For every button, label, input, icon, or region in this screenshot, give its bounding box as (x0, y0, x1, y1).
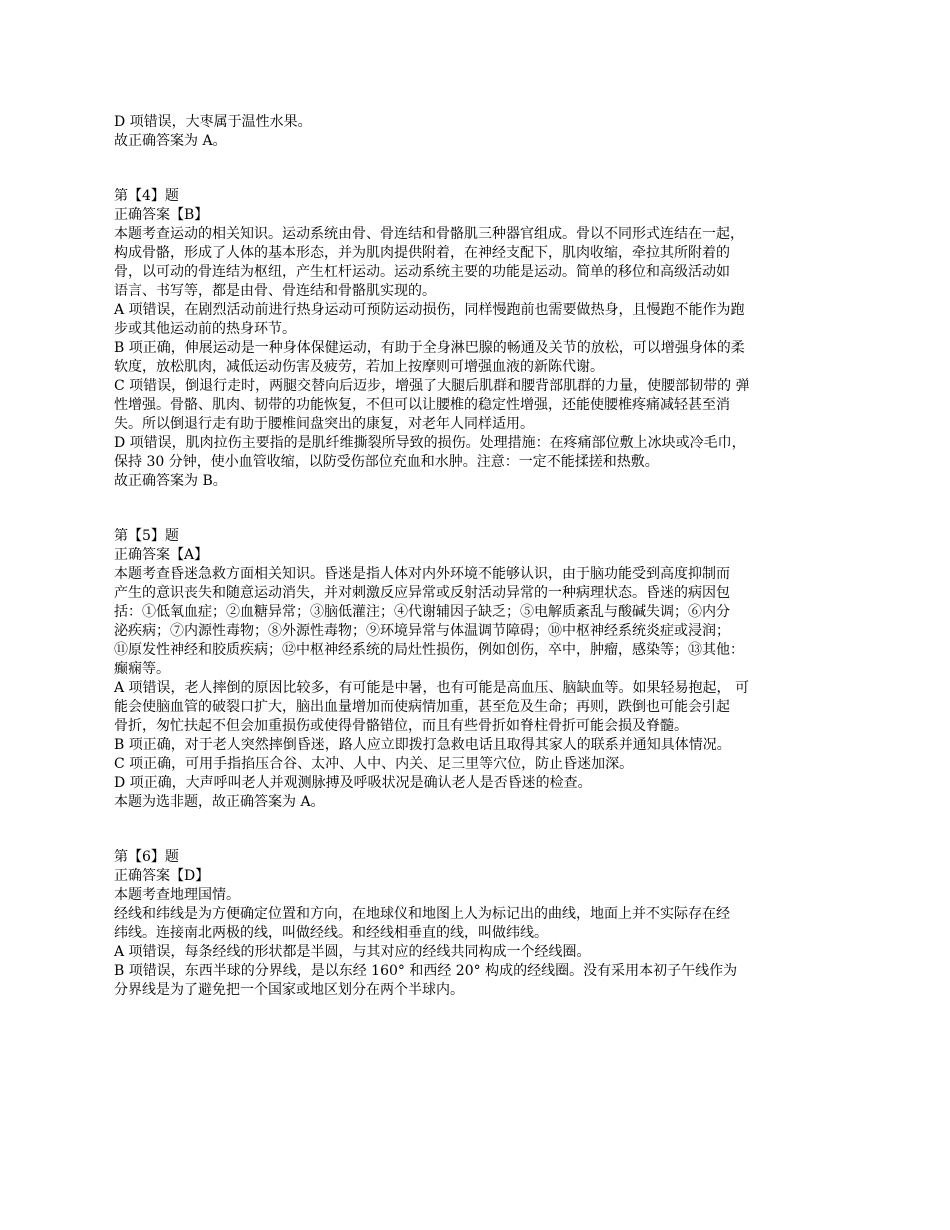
text-line: A 项错误，老人摔倒的原因比较多，有可能是中暑，也有可能是高血压、脑缺血等。如果轻易抱起， 可 (114, 680, 750, 696)
text-line: B 项正确，伸展运动是一种身体保健运动，有助于全身淋巴腺的畅通及关节的放松，可以增强身体的柔 (114, 340, 745, 356)
text-line: A 项错误，在剧烈活动前进行热身运动可预防运动损伤，同样慢跑前也需要做热身，且慢跑不能作为跑 (114, 302, 745, 318)
text-line: 泌疾病；⑦内源性毒物；⑧外源性毒物；⑨环境异常与体温调节障碍；⑩中枢神经系统炎症或浸润； (114, 623, 730, 639)
question-title: 第【5】题 (114, 528, 179, 544)
text-line: 构成骨骼，形成了人体的基本形态，并为肌肉提供附着，在神经支配下，肌肉收缩，牵拉其所附着的 (114, 245, 730, 261)
question-title: 第【4】题 (114, 188, 179, 204)
text-line: D 项错误，肌肉拉伤主要指的是肌纤维撕裂所导致的损伤。处理措施：在疼痛部位敷上冰块或冷毛巾， (114, 435, 746, 451)
text-line: C 项正确，可用手指掐压合谷、太冲、人中、内关、足三里等穴位，防止昏迷加深。 (114, 756, 634, 772)
text-line: 步或其他运动前的热身环节。 (114, 321, 296, 337)
text-line: 软度，放松肌肉，减低运动伤害及疲劳，若加上按摩则可增强血液的新陈代谢。 (114, 359, 604, 375)
question-6-section (114, 848, 839, 1000)
text-line: 本题考查运动的相关知识。运动系统由骨、骨连结和骨骼肌三种器官组成。骨以不同形式连结在一起， (114, 226, 744, 242)
text-line: 分界线是为了避免把一个国家或地区划分在两个半球内。 (114, 982, 464, 998)
text-line: 经线和纬线是为方便确定位置和方向，在地球仪和地图上人为标记出的曲线，地面上并不实际存在经 (114, 906, 730, 922)
text-line: 产生的意识丧失和随意运动消失，并对刺激反应异常或反射活动异常的一种病理状态。昏迷的病因包 (114, 585, 730, 601)
correct-answer: 正确答案【D】 (114, 868, 210, 884)
text-line: D 项正确，大声呼叫老人并观测脉搏及呼吸状况是确认老人是否昏迷的检查。 (114, 775, 592, 791)
text-line: 纬线。连接南北两极的线，叫做经线。和经线相垂直的线，叫做纬线。 (114, 925, 548, 941)
correct-answer: 正确答案【B】 (114, 207, 209, 223)
intro-section (114, 113, 839, 151)
answer-summary: 故正确答案为 A。 (114, 133, 227, 149)
answer-summary: 本题为选非题，故正确答案为 A。 (114, 794, 325, 810)
text-line: 括：①低氧血症；②血糖异常；③脑低灌注；④代谢辅因子缺乏；⑤电解质紊乱与酸碱失调；⑥内分 (114, 604, 730, 620)
answer-summary: 故正确答案为 B。 (114, 473, 227, 489)
text-line: 本题考查地理国情。 (114, 887, 240, 903)
text-line: D 项错误，大枣属于温性水果。 (114, 114, 312, 130)
question-title: 第【6】题 (114, 849, 179, 865)
text-line: 骨，以可动的骨连结为枢纽，产生杠杆运动。运动系统主要的功能是运动。简单的移位和高级活动如 (114, 264, 730, 280)
question-4-section (114, 187, 839, 491)
correct-answer: 正确答案【A】 (114, 547, 209, 563)
text-line: ⑪原发性神经和胶质疾病；⑫中枢神经系统的局灶性损伤，例如创伤，卒中，肿瘤，感染等；⑬其他： (114, 642, 744, 658)
text-line: 语言、书写等，都是由骨、骨连结和骨骼肌实现的。 (114, 283, 436, 299)
text-line: 骨折，匆忙扶起不但会加重损伤或使得骨骼错位，而且有些骨折如脊柱骨折可能会损及脊髓。 (114, 718, 688, 734)
text-line: B 项正确，对于老人突然摔倒昏迷，路人应立即拨打急救电话且取得其家人的联系并通知具体情况。 (114, 737, 731, 753)
text-line: 能会使脑血管的破裂口扩大，脑出血量增加而使病情加重，甚至危及生命；再则，跌倒也可能会引起 (114, 699, 730, 715)
text-line: A 项错误，每条经线的形状都是半圆，与其对应的经线共同构成一个经线圈。 (114, 944, 591, 960)
text-line: 保持 30 分钟，使小血管收缩，以防受伤部位充血和水肿。注意：一定不能揉搓和热敷。 (114, 454, 659, 470)
text-line: C 项错误，倒退行走时，两腿交替向后迈步，增强了大腿后肌群和腰背部肌群的力量，使腰部韧带的 弹 (114, 378, 750, 394)
text-line: 性增强。骨骼、肌肉、韧带的功能恢复，不但可以让腰椎的稳定性增强，还能使腰椎疼痛减轻甚至消 (114, 397, 730, 413)
text-line: B 项错误，东西半球的分界线，是以东经 160° 和西经 20° 构成的经线圈。没有采用本初子午线作为 (114, 963, 738, 979)
document-page (114, 113, 839, 1000)
text-line: 失。所以倒退行走有助于腰椎间盘突出的康复，对老年人同样适用。 (114, 416, 534, 432)
text-line: 本题考查昏迷急救方面相关知识。昏迷是指人体对内外环境不能够认识，由于脑功能受到高度抑制而 (114, 566, 730, 582)
text-line: 癫痫等。 (114, 661, 170, 677)
question-5-section (114, 527, 839, 812)
